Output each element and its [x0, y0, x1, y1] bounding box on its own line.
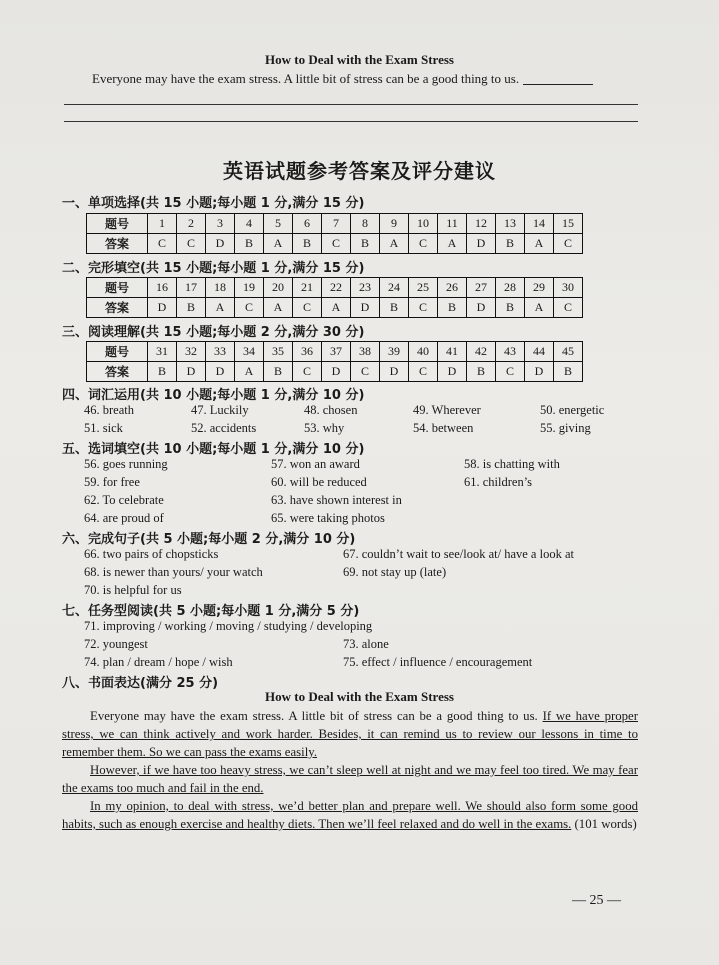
cell: A: [264, 298, 293, 318]
writing-blank: [523, 72, 593, 85]
cell: 45: [554, 342, 583, 362]
cell: 12: [467, 214, 496, 234]
essay-text: Everyone may have the exam stress. A little bit of stress can be a good thing to us.: [90, 709, 543, 723]
cell: A: [525, 298, 554, 318]
answer-item: 75. effect / influence / encouragement: [343, 655, 533, 669]
answer-item: 52. accidents: [191, 421, 257, 435]
cell: D: [351, 298, 380, 318]
essay-paragraph-3: [62, 797, 638, 833]
answer-item: 54. between: [413, 421, 474, 435]
cell: 4: [235, 214, 264, 234]
essay-underlined-text: In my opinion, to deal with stress, we’d better plan and prepare well. We should also form some good habits, such as enough exercise and healthy diets. Then we’ll feel relaxed and do well in the exams.: [62, 799, 638, 831]
cell: B: [235, 234, 264, 254]
answer-item: 72. youngest: [84, 637, 148, 651]
cell: B: [467, 362, 496, 382]
section-heading: 五、选词填空(共 10 小题;每小题 1 分,满分 10 分): [62, 442, 365, 457]
cell: 5: [264, 214, 293, 234]
section-heading: 四、词汇运用(共 10 小题;每小题 1 分,满分 10 分): [62, 388, 365, 403]
answer-item: 58. is chatting with: [464, 457, 560, 471]
cell: 38: [351, 342, 380, 362]
cell: 20: [264, 278, 293, 298]
cell: 29: [525, 278, 554, 298]
cell: 18: [206, 278, 235, 298]
cell: 43: [496, 342, 525, 362]
cell: B: [293, 234, 322, 254]
cell: D: [206, 362, 235, 382]
answer-item: 71. improving / working / moving / studying / developing: [84, 619, 373, 633]
answer-item: 68. is newer than yours/ your watch: [84, 565, 263, 579]
cell: D: [438, 362, 467, 382]
cell: 25: [409, 278, 438, 298]
cell: C: [409, 362, 438, 382]
writing-line: [64, 104, 638, 105]
question-row: [87, 342, 583, 362]
answer-item: 70. is helpful for us: [84, 583, 182, 597]
cell: 14: [525, 214, 554, 234]
cell: 17: [177, 278, 206, 298]
answer-item: 55. giving: [540, 421, 591, 435]
essay-underlined-text: However, if we have too heavy stress, we can’t sleep well at night and we may feel too tired. We may fear the exams too much and fail in the end.: [62, 763, 638, 795]
cell: D: [177, 362, 206, 382]
cell: A: [264, 234, 293, 254]
cell: B: [380, 298, 409, 318]
answer-item: 48. chosen: [304, 403, 358, 417]
cell: 33: [206, 342, 235, 362]
answer-row: [87, 362, 583, 382]
answer-item: 62. To celebrate: [84, 493, 164, 507]
cell: 2: [177, 214, 206, 234]
cell: 27: [467, 278, 496, 298]
cell: A: [206, 298, 235, 318]
cell: 16: [148, 278, 177, 298]
essay-paragraph-2: [62, 761, 638, 797]
cell: 32: [177, 342, 206, 362]
answer-item: 49. Wherever: [413, 403, 481, 417]
cell: C: [177, 234, 206, 254]
row-header: 答案: [87, 298, 148, 318]
cell: 24: [380, 278, 409, 298]
answer-item: 59. for free: [84, 475, 140, 489]
answer-item: 64. are proud of: [84, 511, 164, 525]
cell: C: [293, 298, 322, 318]
cell: D: [467, 298, 496, 318]
answer-item: 63. have shown interest in: [271, 493, 402, 507]
cell: 15: [554, 214, 583, 234]
cell: A: [438, 234, 467, 254]
cell: C: [496, 362, 525, 382]
cell: D: [148, 298, 177, 318]
section-heading: 八、书面表达(满分 25 分): [62, 676, 219, 691]
answer-item: 74. plan / dream / hope / wish: [84, 655, 233, 669]
cell: 28: [496, 278, 525, 298]
answer-table-1: [86, 213, 583, 254]
answer-item: 73. alone: [343, 637, 389, 651]
page-number: — 25 —: [572, 893, 621, 908]
essay-title: How to Deal with the Exam Stress: [265, 689, 454, 704]
page-title: 英语试题参考答案及评分建议: [223, 159, 496, 183]
cell: 42: [467, 342, 496, 362]
cell: 9: [380, 214, 409, 234]
word-count: (101 words): [571, 817, 637, 831]
cell: 36: [293, 342, 322, 362]
answer-item: 53. why: [304, 421, 345, 435]
answer-item: 60. will be reduced: [271, 475, 367, 489]
cell: C: [554, 234, 583, 254]
cell: B: [438, 298, 467, 318]
question-row: [87, 214, 583, 234]
cell: 37: [322, 342, 351, 362]
cell: C: [235, 298, 264, 318]
answer-row: [87, 234, 583, 254]
cell: B: [148, 362, 177, 382]
top-intro-text: Everyone may have the exam stress. A little bit of stress can be a good thing to us.: [92, 71, 520, 86]
section-heading: 六、完成句子(共 5 小题;每小题 2 分,满分 10 分): [62, 532, 356, 547]
cell: 31: [148, 342, 177, 362]
answer-item: 69. not stay up (late): [343, 565, 447, 579]
row-header: 答案: [87, 362, 148, 382]
answer-item: 56. goes running: [84, 457, 168, 471]
writing-line: [64, 121, 638, 122]
cell: B: [496, 234, 525, 254]
answer-item: 51. sick: [84, 421, 123, 435]
cell: 35: [264, 342, 293, 362]
cell: 30: [554, 278, 583, 298]
question-row: [87, 278, 583, 298]
cell: 3: [206, 214, 235, 234]
top-essay-intro: [92, 71, 593, 87]
answer-item: 57. won an award: [271, 457, 360, 471]
section-heading: 一、单项选择(共 15 小题;每小题 1 分,满分 15 分): [62, 196, 365, 211]
cell: D: [322, 362, 351, 382]
answer-item: 50. energetic: [540, 403, 605, 417]
cell: B: [264, 362, 293, 382]
cell: A: [322, 298, 351, 318]
cell: 22: [322, 278, 351, 298]
row-header: 答案: [87, 234, 148, 254]
cell: B: [554, 362, 583, 382]
cell: 6: [293, 214, 322, 234]
cell: A: [235, 362, 264, 382]
answer-item: 47. Luckily: [191, 403, 249, 417]
essay-underlined-text: If we have proper stress, we can think actively and work harder. Besides, it can remind us to review our lessons in time to remember them. So we can pass the exams easily.: [62, 709, 638, 759]
cell: D: [380, 362, 409, 382]
cell: C: [409, 234, 438, 254]
cell: A: [380, 234, 409, 254]
answer-item: 65. were taking photos: [271, 511, 385, 525]
top-essay-title: How to Deal with the Exam Stress: [265, 52, 454, 67]
row-header: 题号: [87, 214, 148, 234]
cell: C: [322, 234, 351, 254]
cell: 1: [148, 214, 177, 234]
cell: 19: [235, 278, 264, 298]
answer-table-2: [86, 277, 583, 318]
cell: 8: [351, 214, 380, 234]
essay-paragraph-1: [62, 707, 638, 761]
cell: C: [293, 362, 322, 382]
answer-item: 61. children’s: [464, 475, 533, 489]
cell: 26: [438, 278, 467, 298]
answer-item: 46. breath: [84, 403, 134, 417]
cell: 41: [438, 342, 467, 362]
section-heading: 三、阅读理解(共 15 小题;每小题 2 分,满分 30 分): [62, 325, 365, 340]
answer-row: [87, 298, 583, 318]
cell: C: [351, 362, 380, 382]
section-heading: 七、任务型阅读(共 5 小题;每小题 1 分,满分 5 分): [62, 604, 360, 619]
cell: D: [206, 234, 235, 254]
cell: 40: [409, 342, 438, 362]
row-header: 题号: [87, 278, 148, 298]
cell: 7: [322, 214, 351, 234]
cell: 21: [293, 278, 322, 298]
section-heading: 二、完形填空(共 15 小题;每小题 1 分,满分 15 分): [62, 261, 365, 276]
cell: D: [467, 234, 496, 254]
cell: 34: [235, 342, 264, 362]
cell: 44: [525, 342, 554, 362]
cell: C: [554, 298, 583, 318]
cell: 10: [409, 214, 438, 234]
cell: 39: [380, 342, 409, 362]
cell: 11: [438, 214, 467, 234]
answer-table-3: [86, 341, 583, 382]
cell: D: [525, 362, 554, 382]
cell: B: [496, 298, 525, 318]
cell: B: [351, 234, 380, 254]
cell: 13: [496, 214, 525, 234]
cell: C: [409, 298, 438, 318]
row-header: 题号: [87, 342, 148, 362]
cell: 23: [351, 278, 380, 298]
cell: A: [525, 234, 554, 254]
answer-item: 67. couldn’t wait to see/look at/ have a look at: [343, 547, 574, 561]
cell: B: [177, 298, 206, 318]
cell: C: [148, 234, 177, 254]
answer-item: 66. two pairs of chopsticks: [84, 547, 219, 561]
